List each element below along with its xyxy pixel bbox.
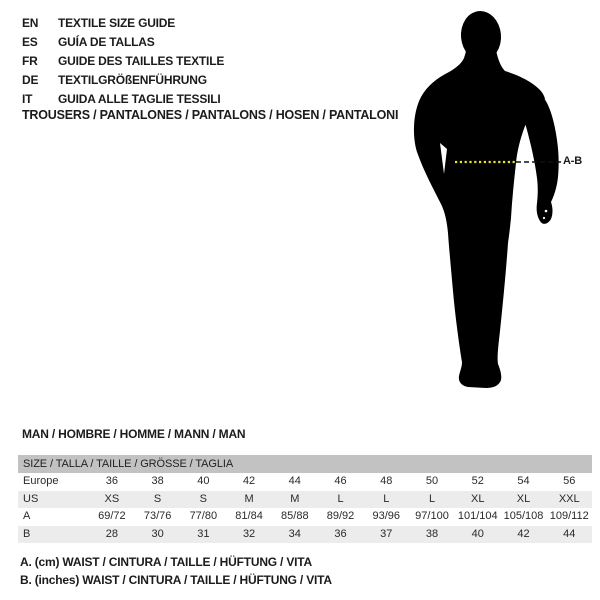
size-value-cell: 38 — [425, 527, 439, 540]
size-value-cell: L — [428, 492, 436, 505]
size-value-cell: 50 — [425, 475, 439, 487]
size-value-cell: 40 — [471, 527, 484, 540]
garment-category-title: TROUSERS / PANTALONES / PANTALONS / HOSEN / PANTALONI — [22, 108, 399, 122]
size-value-cell: L — [337, 492, 344, 505]
size-value-cell: S — [153, 492, 162, 505]
language-code: EN — [22, 16, 39, 30]
size-value-cell: L — [383, 492, 390, 505]
measure-label-ab: A-B — [563, 155, 582, 167]
size-value-cell: 54 — [517, 475, 530, 487]
size-value-cell: 38 — [151, 475, 164, 487]
silhouette-right-arm — [515, 78, 558, 224]
size-value-cell: S — [199, 492, 207, 505]
size-value-cell: 105/108 — [503, 510, 544, 522]
size-value-cell: 52 — [471, 475, 484, 487]
hand-highlight — [543, 217, 545, 219]
size-value-cell: M — [244, 492, 254, 505]
row-cells — [89, 473, 592, 491]
table-row — [18, 473, 592, 491]
language-header-block — [22, 14, 224, 109]
table-row — [18, 491, 592, 509]
size-value-cell: 73/76 — [143, 510, 172, 522]
size-value-cell: 28 — [105, 527, 118, 540]
row-label: B — [23, 527, 31, 540]
language-code: DE — [22, 73, 39, 87]
size-value-cell: 42 — [242, 475, 256, 487]
language-code: ES — [22, 35, 38, 49]
language-code: IT — [22, 92, 33, 106]
table-row — [18, 508, 592, 526]
size-value-cell: 40 — [197, 475, 210, 487]
size-value-cell: 37 — [380, 527, 393, 540]
language-title: TEXTILE SIZE GUIDE — [58, 16, 176, 30]
size-value-cell: 56 — [563, 475, 576, 487]
hand-highlight — [545, 210, 548, 213]
size-value-cell: 36 — [105, 475, 118, 487]
language-row — [22, 52, 224, 71]
language-title: GUÍA DE TALLAS — [58, 35, 155, 49]
language-title: GUIDE DES TAILLES TEXTILE — [58, 54, 225, 68]
size-value-cell: 97/100 — [415, 510, 449, 522]
language-row — [22, 71, 224, 90]
size-value-cell: 30 — [151, 527, 164, 540]
row-cells — [89, 508, 592, 526]
language-row — [22, 33, 224, 52]
row-label: US — [23, 492, 39, 505]
measurement-note: B. (inches) WAIST / CINTURA / TAILLE / HÜFTUNG / VITA — [20, 573, 332, 587]
row-cells — [89, 491, 592, 509]
man-silhouette-figure — [410, 0, 600, 420]
size-value-cell: XXL — [558, 492, 580, 505]
size-value-cell: 81/84 — [235, 510, 263, 522]
size-table-rows — [18, 473, 592, 543]
size-value-cell: 34 — [288, 527, 301, 540]
row-label: Europe — [23, 475, 59, 487]
measurement-note: A. (cm) WAIST / CINTURA / TAILLE / HÜFTUNG / VITA — [20, 555, 312, 569]
size-value-cell: 93/96 — [372, 510, 401, 522]
language-title: GUIDA ALLE TAGLIE TESSILI — [58, 92, 221, 106]
language-code: FR — [22, 54, 38, 68]
size-value-cell: 46 — [334, 475, 347, 487]
language-row — [22, 90, 224, 109]
size-value-cell: 32 — [242, 527, 256, 540]
section-title-man: MAN / HOMBRE / HOMME / MANN / MAN — [22, 427, 246, 441]
size-value-cell: XL — [516, 492, 531, 505]
size-value-cell: 109/112 — [549, 510, 589, 522]
size-value-cell: 101/104 — [457, 510, 498, 522]
size-value-cell: 44 — [563, 527, 576, 540]
measurement-notes — [20, 553, 332, 589]
language-row — [22, 14, 224, 33]
size-value-cell: XS — [104, 492, 120, 505]
size-value-cell: 85/88 — [281, 510, 309, 522]
size-value-cell: M — [290, 492, 300, 505]
size-value-cell: 42 — [517, 527, 530, 540]
size-value-cell: 44 — [288, 475, 301, 487]
size-value-cell: 89/92 — [326, 510, 355, 522]
table-row — [18, 526, 592, 544]
size-table-header: SIZE / TALLA / TAILLE / GRÖSSE / TAGLIA — [18, 455, 592, 473]
row-cells — [89, 526, 592, 544]
size-table — [18, 455, 592, 543]
man-silhouette-graphic — [410, 0, 600, 420]
size-value-cell: 31 — [197, 527, 210, 540]
size-value-cell: 48 — [380, 475, 393, 487]
size-value-cell: 36 — [334, 527, 347, 540]
row-label: A — [23, 510, 31, 522]
size-value-cell: 69/72 — [98, 510, 126, 522]
language-title: TEXTILGRÖßENFÜHRUNG — [58, 73, 207, 87]
size-value-cell: 77/80 — [189, 510, 218, 522]
size-value-cell: XL — [471, 492, 485, 505]
